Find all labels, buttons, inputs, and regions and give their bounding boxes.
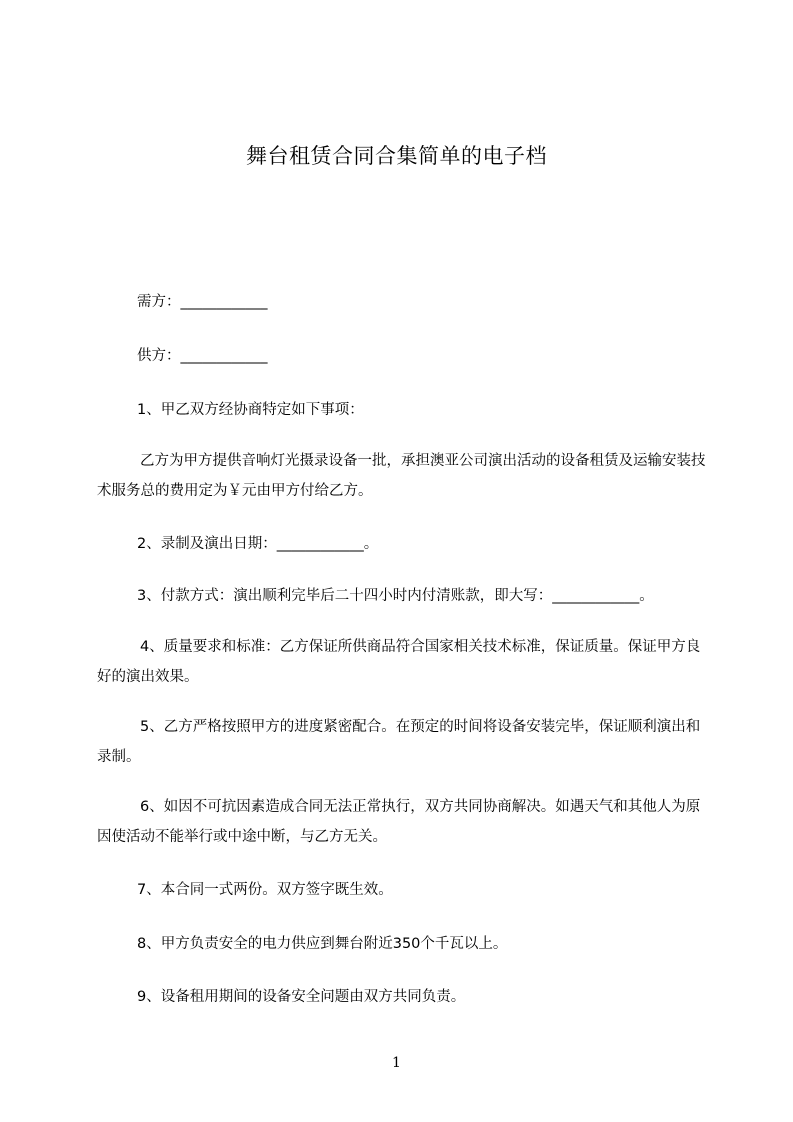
demand-party-line: 需方：____________ — [137, 294, 268, 310]
item-5: 5、乙方严格按照甲方的进度紧密配合。在预定的时间将设备安装完毕，保证顺利演出和录制。 — [97, 719, 701, 765]
page-number: 1 — [392, 1055, 401, 1071]
item-3: 3、付款方式：演出顺利完毕后二十四小时内付清账款，即大写：____________。 — [137, 588, 654, 604]
document-title: 舞台租赁合同合集简单的电子档 — [246, 144, 547, 168]
item-6: 6、如因不可抗因素造成合同无法正常执行，双方共同协商解决。如遇天气和其他人为原因使活动不能举行或中途中断，与乙方无关。 — [97, 799, 701, 845]
item-9: 9、设备租用期间的设备安全问题由双方共同负责。 — [137, 989, 466, 1005]
item-1-body: 乙方为甲方提供音响灯光摄录设备一批，承担澳亚公司演出活动的设备租赁及运输安装技术服务总的费用定为￥元由甲方付给乙方。 — [97, 453, 706, 499]
item-8: 8、甲方负责安全的电力供应到舞台附近350个千瓦以上。 — [137, 936, 508, 952]
item-1-heading: 1、甲乙双方经协商特定如下事项： — [137, 402, 364, 418]
item-4: 4、质量要求和标准：乙方保证所供商品符合国家相关技术标准，保证质量。保证甲方良好的演出效果。 — [97, 639, 701, 685]
item-2: 2、录制及演出日期：____________。 — [137, 536, 379, 552]
item-7: 7、本合同一式两份。双方签字既生效。 — [137, 882, 393, 898]
supply-party-line: 供方：____________ — [137, 348, 268, 364]
